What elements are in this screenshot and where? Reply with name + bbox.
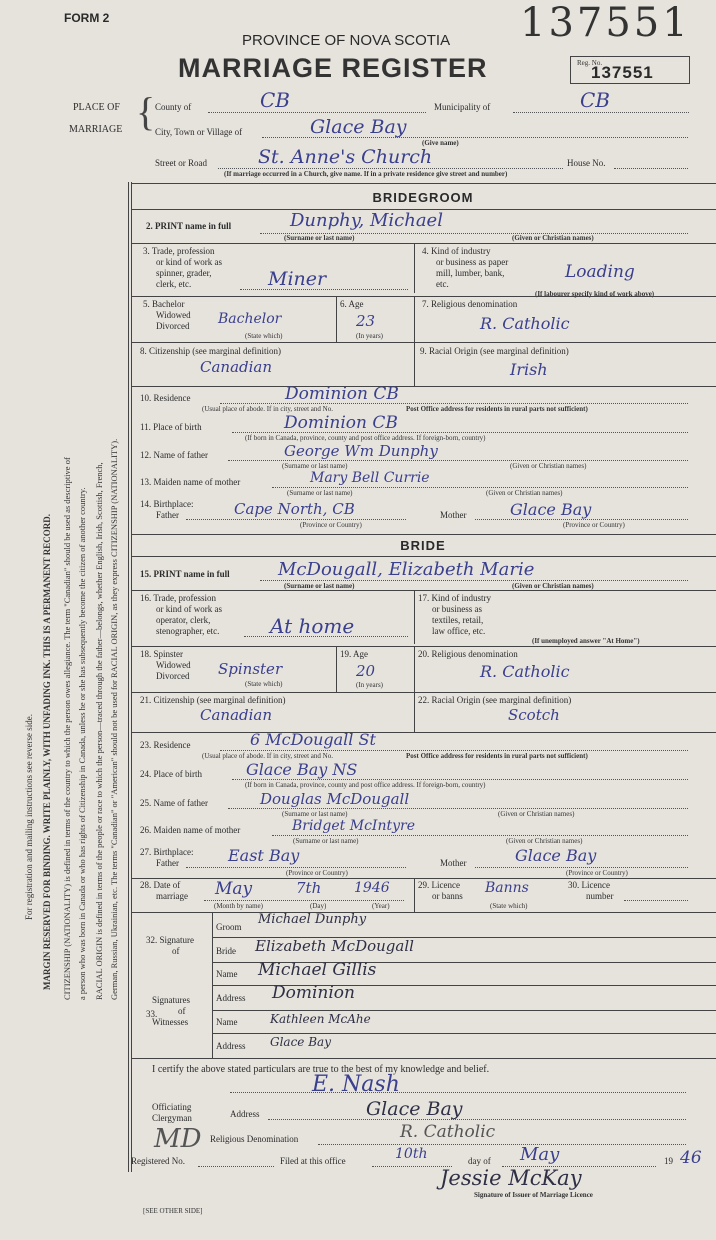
bride-citizenship-label: 21. Citizenship (see marginal definition)	[140, 695, 286, 705]
bride-father-value: Douglas McDougall	[260, 790, 410, 808]
clergy-address-label: Address	[230, 1109, 260, 1119]
bride-age-note: (In years)	[356, 681, 384, 689]
groom-father-bp-note: (Province or Country)	[300, 521, 362, 529]
groom-age-value: 23	[356, 312, 376, 330]
margin-binding-note: MARGIN RESERVED FOR BINDING. WRITE PLAINLY, WITH UNFADING INK. THIS IS A PERMANENT RECORD.	[42, 513, 52, 990]
house-label: House No.	[567, 158, 606, 168]
licence-label-2: or banns	[432, 891, 463, 901]
clergy-signature: E. Nash	[312, 1072, 400, 1097]
bride-state-which: (State which)	[245, 680, 283, 688]
licence-label-1: 29. Licence	[418, 880, 460, 890]
w1-name-value: Michael Gillis	[258, 960, 377, 980]
groom-father-label: 12. Name of father	[140, 450, 208, 460]
groom-signature: Michael Dunphy	[258, 912, 367, 927]
licence-number-label-2: number	[586, 891, 614, 901]
city-value: Glace Bay	[310, 116, 407, 138]
certify-text: I certify the above stated particulars are true to the best of my knowledge and belief.	[152, 1064, 490, 1075]
marriage-month: May	[215, 879, 253, 899]
marriage-year: 1946	[354, 880, 390, 896]
licence-value: Banns	[485, 880, 529, 896]
bride-age-label: 19. Age	[340, 649, 368, 659]
groom-residence-note-2: Post Office address for residents in rural parts not sufficient)	[406, 405, 588, 413]
bride-mother-bp-note: (Province or Country)	[566, 869, 628, 877]
groom-birthplace-label: 11. Place of birth	[140, 422, 202, 432]
bride-trade-label-2: or kind of work as	[156, 604, 222, 614]
sig-label-2: of	[172, 946, 180, 956]
bride-citizenship-value: Canadian	[200, 706, 273, 724]
groom-sig-label: Groom	[216, 922, 242, 932]
filed-year: 46	[680, 1148, 702, 1168]
groom-residence-value: Dominion CB	[285, 384, 399, 404]
marriage-year-note: (Year)	[372, 902, 390, 910]
bride-industry-label-1: 17. Kind of industry	[418, 593, 491, 603]
groom-status-label-3: Divorced	[156, 321, 190, 331]
witness-label-3: Witnesses	[152, 1017, 189, 1027]
w2-name-value: Kathleen McAhe	[270, 1012, 371, 1026]
bride-residence-label: 23. Residence	[140, 740, 191, 750]
bride-parents-bp-label: 27. Birthplace:	[140, 847, 194, 857]
groom-mother-value: Mary Bell Currie	[310, 470, 430, 486]
issuer-note: Signature of Issuer of Marriage Licence	[474, 1191, 593, 1199]
officiating-label-2: Clergyman	[152, 1113, 192, 1123]
groom-status-label-1: 5. Bachelor	[143, 299, 185, 309]
bride-mother-given-note: (Given or Christian names)	[506, 837, 583, 845]
w1-address-label: Address	[216, 993, 246, 1003]
groom-trade-label-3: spinner, grader,	[156, 268, 212, 278]
groom-industry-note: (If labourer specify kind of work above)	[535, 290, 655, 298]
witness-num: 33.	[146, 1009, 158, 1019]
groom-trade-label-2: or kind of work as	[156, 257, 222, 267]
place-brace: {	[136, 89, 156, 134]
groom-mother-bp-value: Glace Bay	[510, 500, 592, 519]
groom-mother-given-note: (Given or Christian names)	[486, 489, 563, 497]
year-prefix: 19	[664, 1156, 673, 1166]
bride-name-value: McDougall, Elizabeth Marie	[278, 559, 535, 580]
city-label: City, Town or Village of	[155, 127, 243, 137]
give-name-note: (Give name)	[422, 139, 459, 147]
groom-name-label: 2. PRINT name in full	[146, 221, 232, 231]
groom-parents-bp-label: 14. Birthplace:	[140, 499, 194, 509]
place-label-1: PLACE OF	[73, 102, 120, 113]
bride-birthplace-value: Glace Bay NS	[246, 760, 358, 779]
filed-label: Filed at this office	[280, 1156, 346, 1166]
licence-number-label-1: 30. Licence	[568, 880, 610, 890]
witness-label-1: Signatures	[152, 995, 190, 1005]
margin-racial-def-2: German, Russian, Ukrainian, etc. The terms "Canadian" or "American" should not be used for RACIAL ORIGIN, as they express CITIZENSHIP (NATIONALITY).	[109, 438, 119, 1000]
groom-residence-label: 10. Residence	[140, 393, 191, 403]
w2-address-label: Address	[216, 1041, 246, 1051]
filed-day: 10th	[395, 1146, 428, 1162]
bride-mother-value: Bridget McIntyre	[292, 818, 415, 834]
groom-mother-surname-note: (Surname or last name)	[287, 489, 353, 497]
bride-surname-note: (Surname or last name)	[284, 582, 355, 590]
bride-origin-label: 22. Racial Origin (see marginal definition)	[418, 695, 572, 705]
groom-citizenship-label: 8. Citizenship (see marginal definition)	[140, 346, 282, 356]
place-label-2: MARRIAGE	[69, 124, 123, 135]
sig-label-1: 32. Signature	[146, 935, 194, 945]
groom-father-value: George Wm Dunphy	[284, 442, 438, 460]
bride-father-bp-note: (Province or Country)	[286, 869, 348, 877]
bride-age-value: 20	[356, 662, 376, 680]
margin-initials: MD	[154, 1124, 202, 1154]
bride-name-label: 15. PRINT name in full	[140, 569, 230, 579]
bride-status-value: Spinster	[218, 660, 283, 678]
w1-address-value: Dominion	[272, 983, 355, 1003]
groom-origin-value: Irish	[510, 360, 548, 379]
margin-citizenship-def-1: CITIZENSHIP (NATIONALITY) is defined in terms of the country to which the person owes allegiance. The term "Canadian" should be used as descriptive of	[62, 457, 72, 1000]
bride-status-label-3: Divorced	[156, 671, 190, 681]
municipality-label: Municipality of	[434, 102, 491, 112]
bride-mother-surname-note: (Surname or last name)	[293, 837, 359, 845]
groom-status-label-2: Widowed	[156, 310, 191, 320]
filed-month: May	[520, 1144, 560, 1165]
bride-father-bp-value: East Bay	[228, 846, 300, 865]
bride-father-label: 25. Name of father	[140, 798, 208, 808]
groom-industry-value: Loading	[565, 262, 635, 282]
clergy-religion-value: R. Catholic	[400, 1122, 496, 1142]
groom-religion-value: R. Catholic	[480, 314, 570, 333]
bride-residence-value: 6 McDougall St	[250, 730, 376, 749]
registered-no-label: Registered No.	[131, 1156, 185, 1166]
groom-father-surname-note: (Surname or last name)	[282, 462, 348, 470]
groom-industry-label-4: etc.	[436, 279, 449, 289]
marriage-date-label-1: 28. Date of	[140, 880, 181, 890]
groom-residence-note-1: (Usual place of abode. If in city, street and No.	[202, 405, 333, 413]
groom-mother-bp-label: Mother	[440, 510, 467, 520]
bride-residence-note-1: (Usual place of abode. If in city, street and No.	[202, 752, 333, 760]
bride-sig-label: Bride	[216, 946, 236, 956]
street-note: (If marriage occurred in a Church, give name. If in a private residence give street and number)	[224, 170, 508, 178]
groom-mother-bp-note: (Province or Country)	[563, 521, 625, 529]
groom-father-bp-value: Cape North, CB	[234, 500, 355, 518]
bride-mother-bp-label: Mother	[440, 858, 467, 868]
bride-industry-label-2: or business as	[432, 604, 482, 614]
groom-religion-label: 7. Religious denomination	[422, 299, 518, 309]
bride-trade-value: At home	[270, 614, 355, 638]
w1-name-label: Name	[216, 969, 238, 979]
street-label: Street or Road	[155, 158, 207, 168]
bride-residence-note-2: Post Office address for residents in rural parts not sufficient)	[406, 752, 588, 760]
clergy-religion-label: Religious Denomination	[210, 1134, 299, 1144]
margin-racial-def-1: RACIAL ORIGIN is defined in terms of the people or race to which the person—traced through the father—belongs, whether English, Irish, Scottish, French,	[94, 462, 104, 1000]
bride-trade-label-1: 16. Trade, profession	[140, 593, 216, 603]
groom-trade-value: Miner	[268, 268, 327, 290]
groom-age-note: (In years)	[356, 332, 384, 340]
margin-citizenship-def-2: a person who was born in Canada or who has rights of Citizenship in Canada, unless he or she has subsequently become the citizen of another country.	[77, 487, 87, 1000]
day-of-label: day of	[468, 1156, 491, 1166]
w2-address-value: Glace Bay	[270, 1035, 331, 1049]
groom-status-value: Bachelor	[218, 311, 282, 327]
bride-religion-label: 20. Religious denomination	[418, 649, 518, 659]
groom-section-title: BRIDEGROOM	[372, 190, 474, 205]
bride-trade-label-3: operator, clerk,	[156, 615, 211, 625]
groom-surname-note: (Surname or last name)	[284, 234, 355, 242]
municipality-value: CB	[580, 88, 610, 112]
margin-instructions: For registration and mailing instructions see reverse side.	[24, 714, 34, 920]
groom-citizenship-value: Canadian	[200, 358, 273, 376]
bride-father-given-note: (Given or Christian names)	[498, 810, 575, 818]
bride-section-title: BRIDE	[400, 538, 446, 553]
bride-birthplace-note: (If born in Canada, province, county and post office address. If foreign-born, country)	[245, 781, 486, 789]
groom-father-bp-label: Father	[156, 510, 179, 520]
bride-father-surname-note: (Surname or last name)	[282, 810, 348, 818]
groom-origin-label: 9. Racial Origin (see marginal definition)	[420, 346, 569, 356]
issuer-signature: Jessie McKay	[440, 1166, 582, 1190]
see-other-side: [SEE OTHER SIDE]	[143, 1207, 203, 1215]
bride-religion-value: R. Catholic	[480, 662, 570, 681]
groom-given-note: (Given or Christian names)	[512, 234, 594, 242]
bride-status-label-1: 18. Spinster	[140, 649, 184, 659]
marriage-day-note: (Day)	[310, 902, 327, 910]
groom-name-value: Dunphy, Michael	[290, 210, 443, 231]
bride-mother-label: 26. Maiden name of mother	[140, 825, 241, 835]
form-number: FORM 2	[64, 11, 110, 25]
marriage-date-label-2: marriage	[156, 891, 188, 901]
bride-birthplace-label: 24. Place of birth	[140, 769, 202, 779]
groom-birthplace-value: Dominion CB	[284, 413, 398, 433]
clergy-address-value: Glace Bay	[366, 1098, 463, 1120]
groom-trade-label-4: clerk, etc.	[156, 279, 192, 289]
bride-industry-note: (If unemployed answer "At Home")	[532, 637, 640, 645]
reg-number-stamp: 137551	[591, 63, 654, 82]
groom-father-given-note: (Given or Christian names)	[510, 462, 587, 470]
bride-father-bp-label: Father	[156, 858, 179, 868]
bride-signature: Elizabeth McDougall	[255, 937, 414, 955]
marriage-day: 7th	[296, 879, 322, 897]
groom-industry-label-3: mill, lumber, bank,	[436, 268, 505, 278]
groom-mother-label: 13. Maiden name of mother	[140, 477, 241, 487]
province-heading: PROVINCE OF NOVA SCOTIA	[242, 32, 451, 49]
bride-industry-label-3: textiles, retail,	[432, 615, 484, 625]
bride-origin-value: Scotch	[508, 706, 560, 724]
reg-number-label: Reg. No.	[577, 59, 603, 67]
witness-label-2: of	[178, 1006, 186, 1016]
marriage-month-note: (Month by name)	[214, 902, 263, 910]
county-value: CB	[260, 88, 290, 112]
handwritten-reg-number: 137551	[520, 0, 691, 46]
w2-name-label: Name	[216, 1017, 238, 1027]
reg-number-box	[570, 56, 690, 84]
licence-state-which: (State which)	[490, 902, 528, 910]
page-title: MARRIAGE REGISTER	[178, 53, 488, 83]
bride-given-note: (Given or Christian names)	[512, 582, 594, 590]
groom-industry-label-2: or business as paper	[436, 257, 509, 267]
groom-age-label: 6. Age	[340, 299, 364, 309]
county-label: County of	[155, 102, 192, 112]
groom-state-which: (State which)	[245, 332, 283, 340]
bride-trade-label-4: stenographer, etc.	[156, 626, 220, 636]
bride-industry-label-4: law office, etc.	[432, 626, 486, 636]
groom-industry-label-1: 4. Kind of industry	[422, 246, 491, 256]
street-value: St. Anne's Church	[258, 146, 433, 168]
officiating-label-1: Officiating	[152, 1102, 192, 1112]
groom-birthplace-note: (If born in Canada, province, county and post office address. If foreign-born, country)	[245, 434, 486, 442]
bride-status-label-2: Widowed	[156, 660, 191, 670]
bride-mother-bp-value: Glace Bay	[515, 846, 597, 865]
groom-trade-label-1: 3. Trade, profession	[143, 246, 215, 256]
